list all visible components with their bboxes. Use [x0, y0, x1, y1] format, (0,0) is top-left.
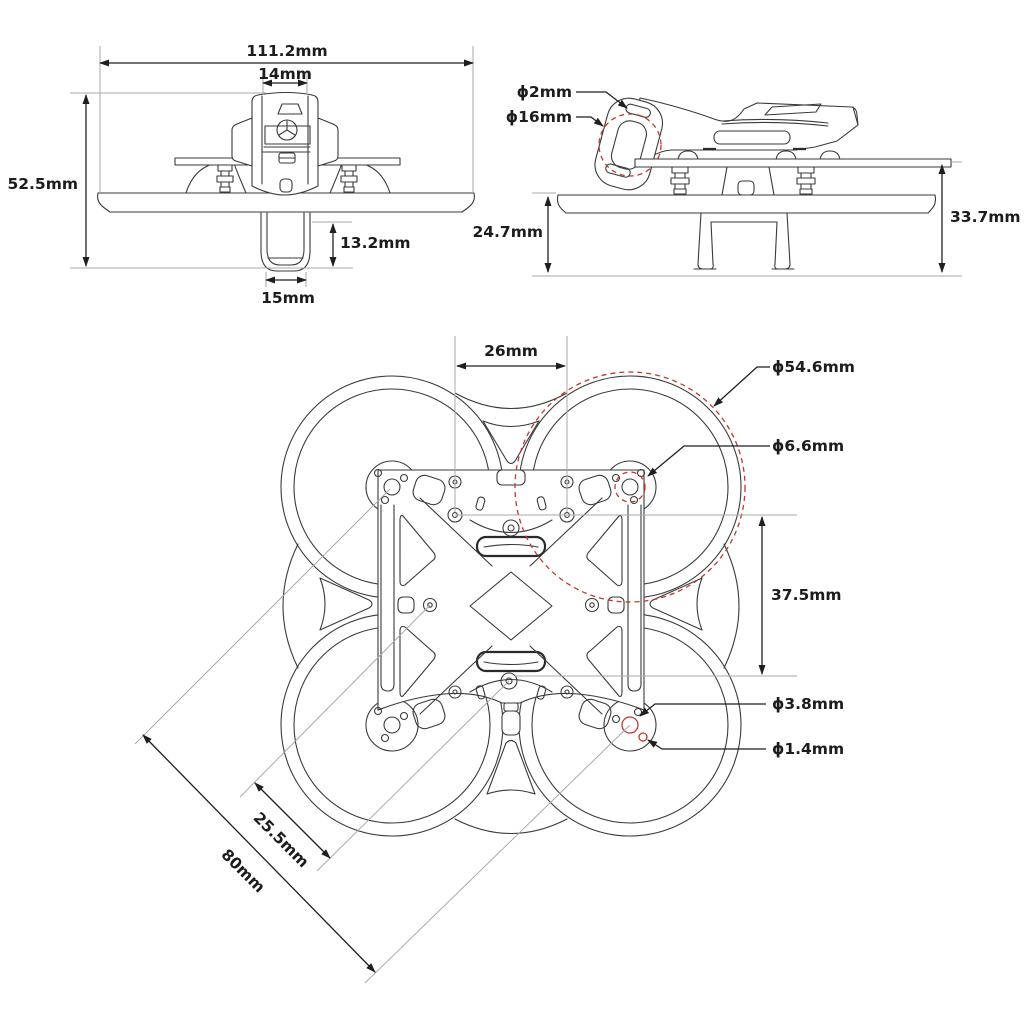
pod-wing-left — [232, 118, 252, 166]
web-right — [724, 544, 739, 668]
pod-wing-right — [318, 118, 338, 166]
web-cutout-top — [483, 421, 539, 464]
dim-overall-width-label: 111.2mm — [246, 42, 328, 60]
main-plate — [366, 461, 656, 751]
duct-hump-left-inner — [235, 166, 246, 193]
rear-tab — [502, 711, 520, 735]
top-view — [135, 336, 855, 983]
camera-pod — [232, 93, 338, 196]
camera-tab — [497, 470, 525, 485]
front-dimensions — [7, 42, 473, 307]
side-standoff-right — [797, 167, 815, 194]
dim-antenna-height-label: 13.2mm — [340, 234, 411, 252]
dim-row-spacing-label: 37.5mm — [771, 586, 842, 604]
rear-tab-small — [504, 703, 518, 711]
dim-center-hole-label: ϕ3.8mm — [772, 695, 845, 713]
dim-wheelbase-label: 80mm — [217, 845, 269, 897]
motor-pad-bl — [366, 699, 418, 751]
dim-hub-hole-label: ϕ6.6mm — [772, 437, 845, 455]
side-view — [472, 83, 1020, 276]
side-legs — [694, 213, 794, 269]
front-antenna-mount — [261, 213, 310, 271]
dim-camera-screw-label: ϕ2mm — [516, 83, 572, 101]
plate-body — [378, 470, 644, 710]
dim-overall-height-label: 52.5mm — [7, 175, 78, 193]
web-cutout-right — [650, 578, 702, 630]
dim-duct-dia-label: ϕ54.6mm — [772, 358, 855, 376]
side-duct-plate — [557, 195, 935, 213]
front-view — [7, 42, 474, 307]
duct-hump-right-inner — [330, 166, 341, 193]
web-cutout-left — [320, 578, 372, 630]
dim-front-spacing-label: 26mm — [484, 342, 538, 360]
camera-ring — [590, 93, 667, 194]
side-stack-plate — [635, 159, 951, 167]
front-standoff-left — [217, 165, 233, 192]
dim-camera-ring-label: ϕ16mm — [505, 108, 572, 126]
front-duct-plate — [98, 193, 475, 212]
dim-antenna-width-label: 15mm — [261, 289, 315, 307]
dim-screw-hole-label: ϕ1.4mm — [772, 740, 845, 758]
dim-side-height-label: 33.7mm — [950, 208, 1021, 226]
front-standoff-right — [341, 165, 357, 192]
dim-duct-height-label: 24.7mm — [472, 223, 543, 241]
dim-diagonal-spacing-label: 25.5mm — [249, 808, 313, 872]
side-standoff-left — [671, 167, 689, 194]
dim-camera-mount-width-label: 14mm — [258, 65, 312, 83]
web-bottom — [455, 819, 567, 834]
web-top — [455, 393, 567, 409]
web-left — [283, 544, 298, 668]
